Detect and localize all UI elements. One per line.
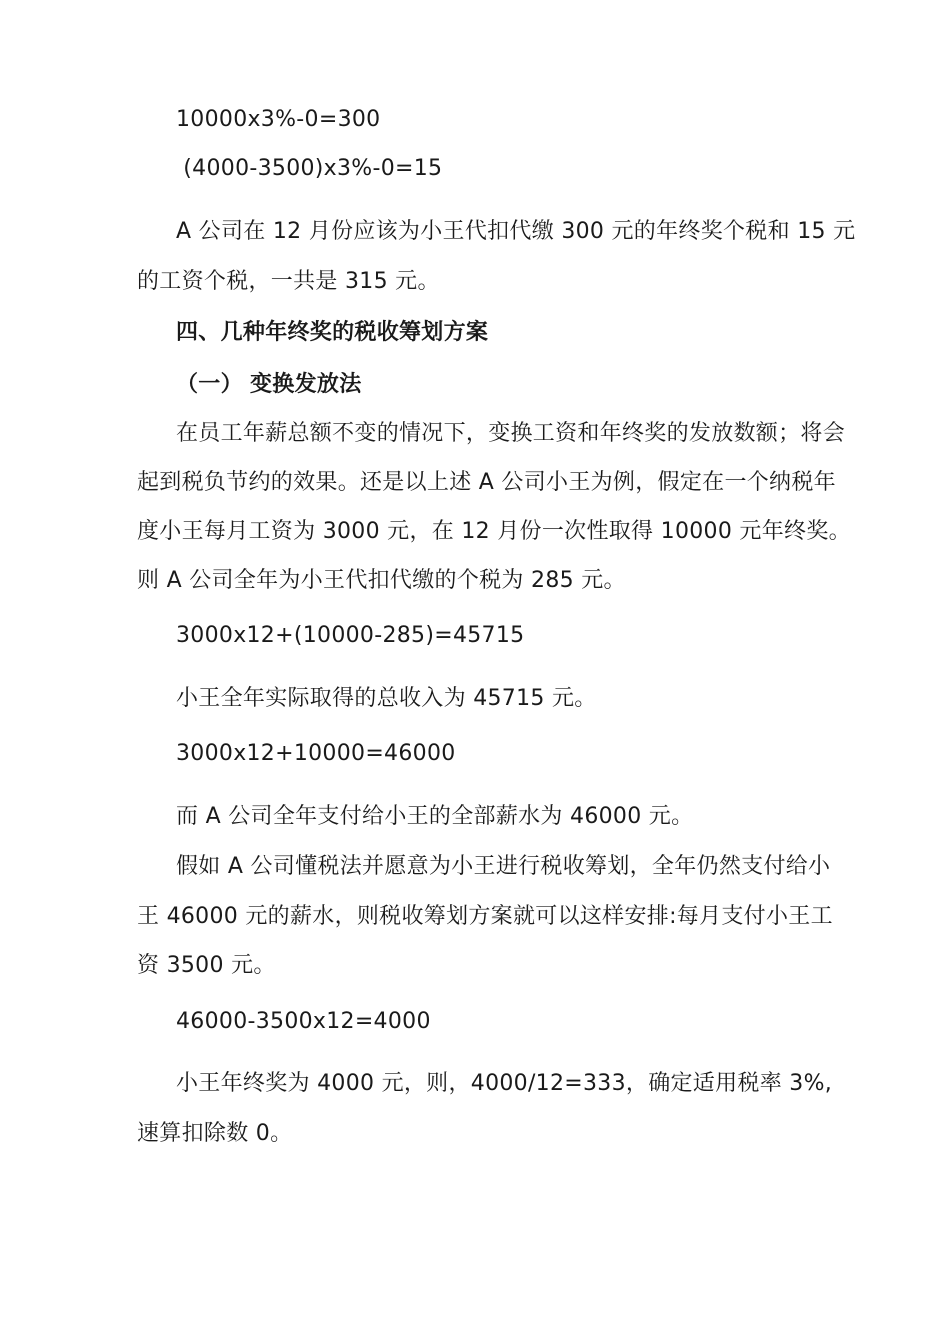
paragraph-line: 速算扣除数 0。 bbox=[137, 1121, 293, 1146]
paragraph-line: 则 A 公司全年为小王代扣代缴的个税为 285 元。 bbox=[137, 568, 626, 593]
paragraph-line: 资 3500 元。 bbox=[137, 953, 276, 978]
paragraph-line: 起到税负节约的效果。还是以上述 A 公司小王为例，假定在一个纳税年 bbox=[137, 470, 836, 495]
formula-line: 3000x12+(10000-285)=45715 bbox=[176, 623, 525, 648]
formula-line: 10000x3%-0=300 bbox=[176, 107, 381, 132]
paragraph-line: 小王全年实际取得的总收入为 45715 元。 bbox=[176, 686, 597, 711]
paragraph-line: 度小王每月工资为 3000 元，在 12 月份一次性取得 10000 元年终奖。 bbox=[137, 519, 851, 544]
subsection-title: 变换发放法 bbox=[250, 372, 362, 397]
formula-line: 3000x12+10000=46000 bbox=[176, 741, 456, 766]
subsection-number: （一） bbox=[176, 372, 243, 397]
paragraph-line: 的工资个税，一共是 315 元。 bbox=[137, 269, 440, 294]
paragraph-line: A 公司在 12 月份应该为小王代扣代缴 300 元的年终奖个税和 15 元 bbox=[176, 219, 856, 244]
formula-line: (4000-3500)x3%-0=15 bbox=[176, 156, 443, 181]
paragraph-line: 王 46000 元的薪水，则税收筹划方案就可以这样安排:每月支付小王工 bbox=[137, 904, 833, 929]
paragraph-line: 在员工年薪总额不变的情况下，变换工资和年终奖的发放数额；将会 bbox=[176, 421, 846, 446]
paragraph-line: 假如 A 公司懂税法并愿意为小王进行税收筹划，全年仍然支付给小 bbox=[176, 854, 831, 879]
paragraph-line: 小王年终奖为 4000 元，则，4000/12=333，确定适用税率 3%, bbox=[176, 1071, 833, 1096]
section-heading: 四、几种年终奖的税收筹划方案 bbox=[176, 320, 489, 345]
paragraph-line: 而 A 公司全年支付给小王的全部薪水为 46000 元。 bbox=[176, 804, 694, 829]
formula-line: 46000-3500x12=4000 bbox=[176, 1009, 431, 1034]
